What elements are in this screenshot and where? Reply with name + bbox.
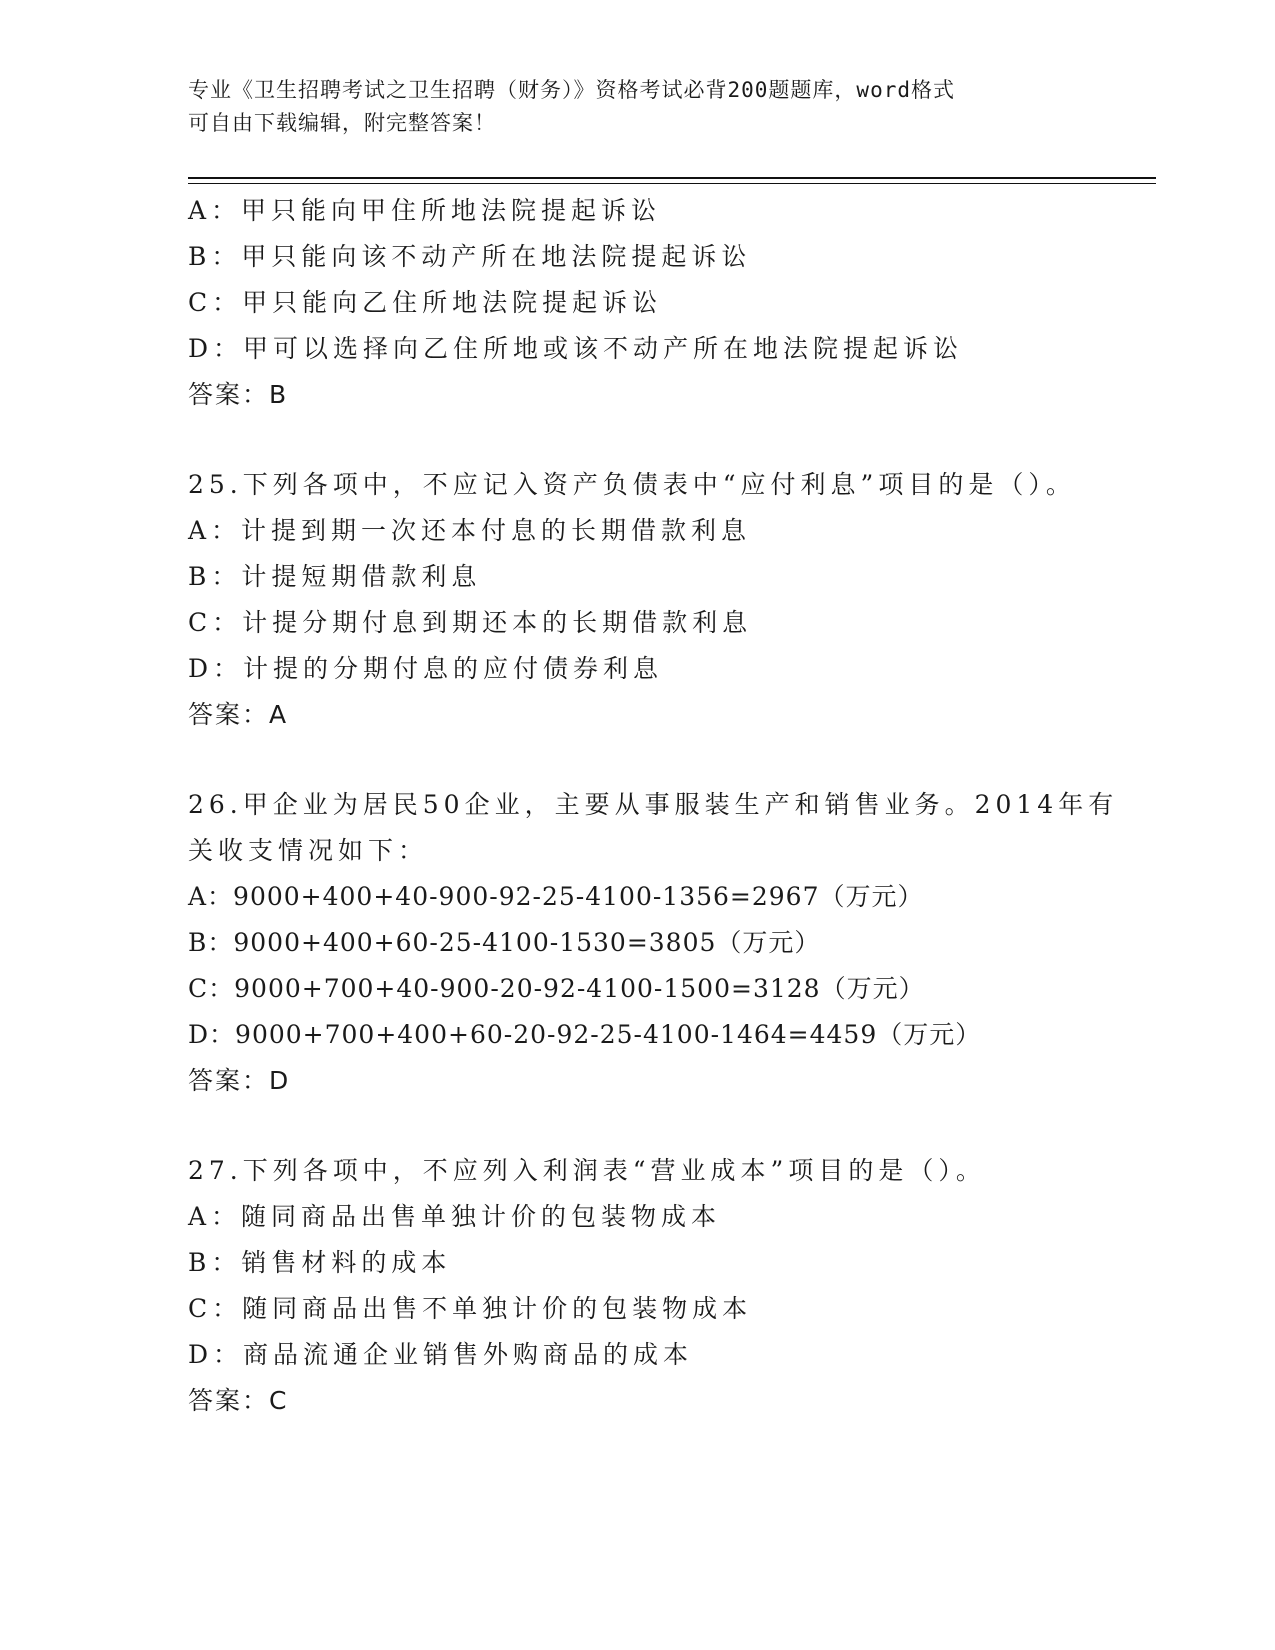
header-rule-thick bbox=[188, 177, 1156, 179]
spacer bbox=[188, 1104, 1148, 1148]
option-b: B：9000+400+60-25-4100-1530=3805（万元） bbox=[188, 928, 821, 957]
question-stem-continued: 关收支情况如下： bbox=[188, 836, 429, 865]
answer-line: 答案：C bbox=[188, 1386, 289, 1415]
question-block-25 bbox=[188, 462, 1148, 738]
question-stem: 26.甲企业为居民50企业，主要从事服装生产和销售业务。2014年有 bbox=[188, 790, 1119, 819]
answer-line: 答案：B bbox=[188, 380, 289, 409]
header-rule-thin bbox=[188, 183, 1156, 184]
option-d: D：9000+700+400+60-20-92-25-4100-1464=4459（万元） bbox=[188, 1020, 982, 1049]
option-a: A：计提到期一次还本付息的长期借款利息 bbox=[188, 516, 752, 545]
question-block-27 bbox=[188, 1148, 1148, 1424]
question-block-26 bbox=[188, 782, 1148, 1104]
option-c: C：随同商品出售不单独计价的包装物成本 bbox=[188, 1294, 753, 1323]
question-block-24 bbox=[188, 188, 1148, 418]
option-d: D：计提的分期付息的应付债券利息 bbox=[188, 654, 664, 683]
question-stem: 25.下列各项中，不应记入资产负债表中“应付利息”项目的是（）。 bbox=[188, 470, 1076, 499]
document-header bbox=[188, 74, 1068, 140]
answer-line: 答案：D bbox=[188, 1066, 291, 1095]
spacer bbox=[188, 418, 1148, 462]
spacer bbox=[188, 738, 1148, 782]
option-a: A：9000+400+40-900-92-25-4100-1356=2967（万元） bbox=[188, 882, 924, 911]
header-line-2: 可自由下载编辑，附完整答案！ bbox=[188, 111, 496, 135]
option-b: B：甲只能向该不动产所在地法院提起诉讼 bbox=[188, 242, 752, 271]
option-a: A：甲只能向甲住所地法院提起诉讼 bbox=[188, 196, 662, 225]
answer-line: 答案：A bbox=[188, 700, 289, 729]
question-stem: 27.下列各项中，不应列入利润表“营业成本”项目的是（）。 bbox=[188, 1156, 986, 1185]
option-b: B：销售材料的成本 bbox=[188, 1248, 452, 1277]
option-d: D：商品流通企业销售外购商品的成本 bbox=[188, 1340, 694, 1369]
header-line-1: 专业《卫生招聘考试之卫生招聘（财务）》资格考试必背200题题库，word格式 bbox=[188, 78, 955, 102]
option-b: B：计提短期借款利息 bbox=[188, 562, 482, 591]
option-d: D：甲可以选择向乙住所地或该不动产所在地法院提起诉讼 bbox=[188, 334, 964, 363]
option-c: C：计提分期付息到期还本的长期借款利息 bbox=[188, 608, 753, 637]
question-list bbox=[188, 188, 1148, 1424]
option-c: C：甲只能向乙住所地法院提起诉讼 bbox=[188, 288, 663, 317]
option-a: A：随同商品出售单独计价的包装物成本 bbox=[188, 1202, 722, 1231]
option-c: C：9000+700+40-900-20-92-4100-1500=3128（万元） bbox=[188, 974, 925, 1003]
